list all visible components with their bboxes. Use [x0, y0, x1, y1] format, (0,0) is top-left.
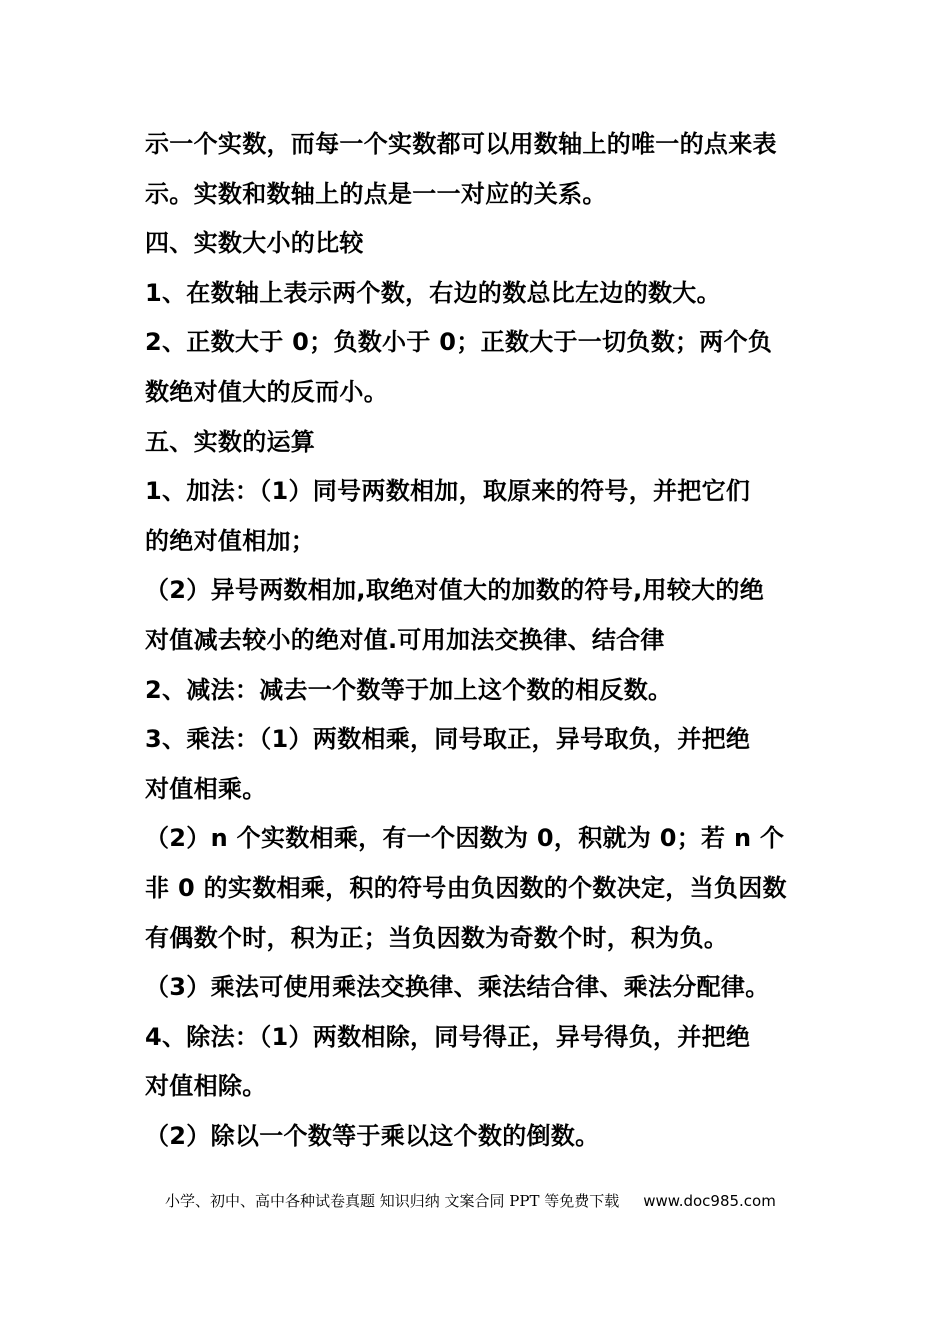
text-line: 示。实数和数轴上的点是一一对应的关系。: [145, 179, 607, 208]
text-line: 2、正数大于 0；负数小于 0；正数大于一切负数；两个负: [145, 328, 773, 357]
document-body: [145, 120, 825, 1161]
text-line: 对值减去较小的绝对值.可用加法交换律、结合律: [145, 625, 665, 654]
text-line: 对值相除。: [145, 1072, 267, 1101]
text-line: （2）除以一个数等于乘以这个数的倒数。: [145, 1121, 600, 1150]
text-line: 1、在数轴上表示两个数，右边的数总比左边的数大。: [145, 278, 721, 307]
text-line: 4、除法：（1）两数相除，同号得正，异号得负，并把绝: [145, 1022, 751, 1051]
page-footer: [165, 1190, 805, 1212]
text-line: 数绝对值大的反而小。: [145, 377, 388, 406]
text-line: （2）n 个实数相乘，有一个因数为 0，积就为 0；若 n 个: [145, 824, 785, 853]
text-line: 对值相乘。: [145, 774, 267, 803]
footer-text: 小学、初中、高中各种试卷真题 知识归纳 文案合同 PPT 等免费下载: [165, 1192, 620, 1210]
text-line: 示一个实数，而每一个实数都可以用数轴上的唯一的点来表: [145, 130, 777, 158]
text-line: 的绝对值相加；: [145, 526, 316, 555]
text-line: 有偶数个时，积为正；当负因数为奇数个时，积为负。: [145, 923, 729, 952]
text-line: （3）乘法可使用乘法交换律、乘法结合律、乘法分配律。: [145, 973, 770, 1002]
text-line: 非 0 的实数相乘，积的符号由负因数的个数决定，当负因数: [145, 873, 787, 902]
text-line: 1、加法：（1）同号两数相加，取原来的符号，并把它们: [145, 477, 751, 506]
section-heading: 五、实数的运算: [145, 427, 316, 456]
footer-url-link[interactable]: www.doc985.com: [643, 1192, 776, 1210]
section-heading: 四、实数大小的比较: [145, 229, 364, 258]
text-line: （2）异号两数相加,取绝对值大的加数的符号,用较大的绝: [145, 576, 765, 605]
text-line: 3、乘法：（1）两数相乘，同号取正，异号取负，并把绝: [145, 725, 751, 754]
text-line: 2、减法：减去一个数等于加上这个数的相反数。: [145, 675, 673, 704]
